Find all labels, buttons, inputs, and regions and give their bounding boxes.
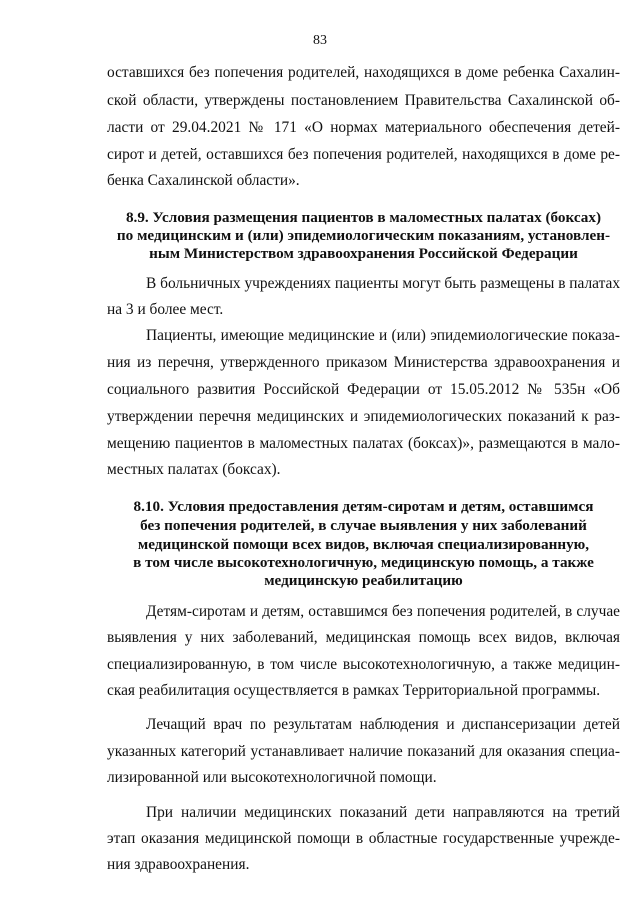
heading-line: ным Министерством здравоохранения Российской Федерации <box>149 245 578 262</box>
text-line: Лечащий врач по результатам наблюдения и диспансеризации детей <box>146 716 620 733</box>
text-line: оставшихся без попечения родителей, находящихся в доме ребенка Сахалин- <box>107 64 620 81</box>
heading-line: медицинскую реабилитацию <box>264 572 463 589</box>
text-line: ния из перечня, утвержденного приказом Министерства здравоохранения и <box>107 354 620 371</box>
text-line: специализированную, в том числе высокотехнологичную, а также медицин- <box>107 656 620 673</box>
text-line: бенка Сахалинской области». <box>107 172 300 189</box>
page-number: 83 <box>313 33 327 48</box>
text-line: ния здравоохранения. <box>107 856 250 873</box>
heading-line: медицинской помощи всех видов, включая специализированную, <box>137 536 590 553</box>
text-line: выявления у них заболеваний, медицинская помощь всех видов, включая <box>107 629 620 646</box>
text-line: этап оказания медицинской помощи в областные государственные учрежде- <box>107 830 620 847</box>
text-line: на 3 и более мест. <box>107 301 224 318</box>
text-line: При наличии медицинских показаний дети направляются на третий <box>146 804 620 821</box>
text-line: лизированной или высокотехнологичной помощи. <box>107 769 437 786</box>
text-line: Пациенты, имеющие медицинские и (или) эпидемиологические показа- <box>146 327 620 344</box>
text-line: сирот и детей, оставшихся без попечения родителей, находящихся в доме ре- <box>107 146 620 163</box>
text-line: местных палатах (боксах). <box>107 461 281 478</box>
text-line: утверждении перечня медицинских и эпидемиологических показаний к раз- <box>107 408 620 425</box>
text-line: ская реабилитация осуществляется в рамках Территориальной программы. <box>107 682 601 699</box>
text-line: указанных категорий устанавливает наличие показаний для оказания специа- <box>107 743 620 760</box>
heading-line: без попечения родителей, в случае выявления у них заболеваний <box>140 517 587 534</box>
heading-line: по медицинским и (или) эпидемиологическим показаниям, установлен- <box>116 227 611 244</box>
text-line: Детям-сиротам и детям, оставшимся без попечения родителей, в случае <box>146 603 620 620</box>
text-line: мещению пациентов в маломестных палатах (боксах)», размещаются в мало- <box>107 435 620 452</box>
text-line: В больничных учреждениях пациенты могут быть размещены в палатах <box>146 275 621 292</box>
text-line: ласти от 29.04.2021 № 171 «О нормах материального обеспечения детей- <box>107 119 620 136</box>
heading-line: в том числе высокотехнологичную, медицинскую помощь, а также <box>133 554 594 571</box>
text-line: социального развития Российской Федерации от 15.05.2012 № 535н «Об <box>107 381 620 398</box>
text-line: ской области, утверждены постановлением Правительства Сахалинской об- <box>107 92 620 109</box>
heading-line: 8.10. Условия предоставления детям-сиротам и детям, оставшимся <box>133 498 594 515</box>
heading-line: 8.9. Условия размещения пациентов в маломестных палатах (боксах) <box>125 209 602 226</box>
